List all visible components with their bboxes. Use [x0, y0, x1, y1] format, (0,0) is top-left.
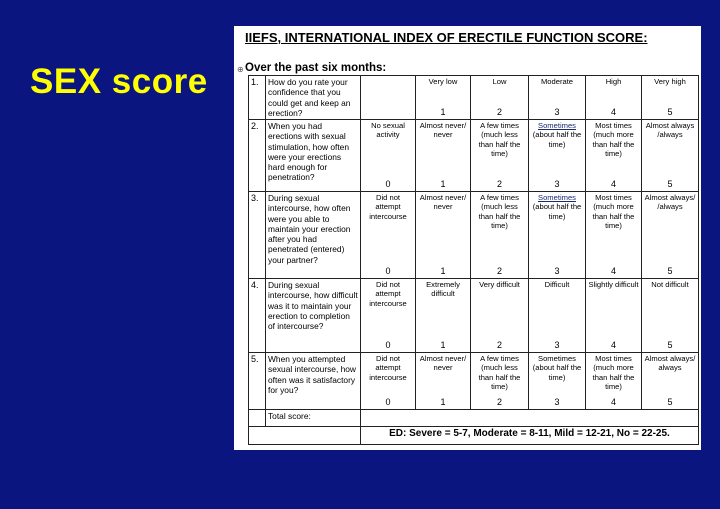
form-subtitle: Over the past six months: [245, 62, 387, 74]
answer-score: 4 [610, 266, 616, 277]
answer-option-cell[interactable] [642, 279, 699, 353]
question-text: How do you rate your confidence that you could get and keep an erection? [266, 76, 361, 120]
answer-score: 1 [440, 107, 446, 118]
answer-score: 0 [385, 340, 391, 351]
slide-title: SEX score [30, 62, 208, 101]
answer-option-label: Low [492, 77, 507, 86]
answer-option-cell[interactable] [586, 120, 642, 192]
question-number: 1. [249, 76, 266, 120]
answer-score: 2 [496, 340, 502, 351]
answer-option-cell[interactable] [529, 76, 586, 120]
answer-option-label: Most times (much more than half the time) [592, 121, 635, 158]
form-title: IIEFS, INTERNATIONAL INDEX OF ERECTILE FUNCTION SCORE: [245, 30, 648, 45]
answer-score: 2 [496, 397, 502, 408]
answer-score: 4 [610, 340, 616, 351]
answer-option-label: Most times (much more than half the time) [592, 354, 635, 391]
answer-score: 0 [385, 266, 391, 277]
answer-option-label: Almost always/ /always [644, 193, 696, 212]
answer-score: 0 [385, 397, 391, 408]
answer-option-label: Did not attempt intercourse [369, 193, 407, 221]
answer-option-cell[interactable] [529, 279, 586, 353]
question-row [249, 120, 699, 192]
answer-option-label: High [605, 77, 622, 86]
answer-option-cell[interactable] [471, 279, 529, 353]
total-num-cell [249, 410, 266, 427]
answer-option-label: Slightly difficult [588, 280, 639, 289]
question-row [249, 279, 699, 353]
answer-option-cell[interactable] [416, 120, 471, 192]
answer-score: 4 [610, 397, 616, 408]
question-row [249, 192, 699, 279]
answer-score: 3 [554, 107, 560, 118]
question-number: 5. [249, 353, 266, 410]
answer-score: 5 [667, 397, 673, 408]
answer-score: 3 [554, 179, 560, 190]
answer-option-cell[interactable] [642, 192, 699, 279]
answer-option-cell[interactable] [471, 120, 529, 192]
answer-option-label: Most times (much more than half the time) [592, 193, 635, 230]
answer-option-cell[interactable] [361, 120, 416, 192]
answer-score: 5 [667, 179, 673, 190]
answer-option-cell[interactable] [471, 192, 529, 279]
answer-option-label: A few times (much less than half the time) [478, 121, 521, 158]
answer-score: 2 [496, 266, 502, 277]
answer-score: 1 [440, 266, 446, 277]
answer-option-cell[interactable] [416, 353, 471, 410]
answer-option-cell[interactable] [529, 192, 586, 279]
answer-option-label: Very high [654, 77, 686, 86]
answer-score: 1 [440, 397, 446, 408]
questionnaire-table [248, 75, 699, 445]
answer-option-cell[interactable] [586, 279, 642, 353]
answer-score: 3 [554, 397, 560, 408]
answer-option-label: Very low [428, 77, 458, 86]
answer-option-cell[interactable] [642, 120, 699, 192]
answer-option-label: A few times (much less than half the time) [478, 193, 521, 230]
iiefs-form [234, 26, 701, 450]
answer-score: 4 [610, 107, 616, 118]
answer-option-cell[interactable] [529, 353, 586, 410]
total-label: Total score: [266, 410, 361, 427]
answer-option-cell[interactable] [361, 76, 416, 120]
answer-score: 2 [496, 107, 502, 118]
answer-option-label: Almost always /always [645, 121, 695, 140]
answer-score: 3 [554, 340, 560, 351]
answer-score: 0 [385, 179, 391, 190]
answer-option-cell[interactable] [642, 76, 699, 120]
answer-score: 5 [667, 266, 673, 277]
answer-score: 2 [496, 179, 502, 190]
answer-option-label-underlined: Sometimes [538, 193, 576, 202]
answer-option-cell[interactable] [529, 120, 586, 192]
answer-option-label: Almost never/ never [419, 193, 467, 212]
answer-score: 1 [440, 179, 446, 190]
answer-option-label: Extremely difficult [426, 280, 460, 299]
answer-option-label: Almost never/ never [419, 121, 467, 140]
question-number: 4. [249, 279, 266, 353]
question-text: When you attempted sexual intercourse, how often was it satisfactory for you? [266, 353, 361, 410]
ed-legend: ED: Severe = 5-7, Moderate = 8-11, Mild = 12-21, No = 22-25. [361, 427, 699, 445]
question-row [249, 353, 699, 410]
answer-option-label: Sometimes (about half the time) [532, 354, 582, 382]
answer-score: 3 [554, 266, 560, 277]
answer-option-cell[interactable] [586, 353, 642, 410]
answer-option-label: Did not attempt intercourse [369, 280, 407, 308]
answer-option-label: Moderate [540, 77, 574, 86]
answer-score: 1 [440, 340, 446, 351]
question-text: When you had erections with sexual stimulation, how often were your erections hard enough for penetration? [266, 120, 361, 192]
total-row [249, 410, 699, 427]
answer-option-label: Did not attempt intercourse [369, 354, 407, 382]
answer-score: 5 [667, 340, 673, 351]
answer-score: 5 [667, 107, 673, 118]
answer-option-label: Almost never/ never [419, 354, 467, 373]
answer-option-cell[interactable] [471, 353, 529, 410]
question-text: During sexual intercourse, how often were you able to maintain your erection after you had penetrated (entered) your partner? [266, 192, 361, 279]
answer-option-cell[interactable] [416, 76, 471, 120]
question-number: 3. [249, 192, 266, 279]
answer-option-cell[interactable] [361, 192, 416, 279]
ed-legend-row [249, 427, 699, 445]
answer-option-cell[interactable] [642, 353, 699, 410]
question-row [249, 76, 699, 120]
answer-option-label-underlined: Sometimes [538, 121, 576, 130]
answer-option-label: A few times (much less than half the time) [478, 354, 521, 391]
answer-option-cell[interactable] [361, 353, 416, 410]
answer-option-cell[interactable] [416, 192, 471, 279]
question-text: During sexual intercourse, how difficult was it to maintain your erection to completion of intercourse? [266, 279, 361, 353]
answer-option-label: Very difficult [479, 280, 520, 289]
answer-option-cell[interactable] [416, 279, 471, 353]
answer-option-label: Almost always/ always [644, 354, 696, 373]
answer-option-label: Difficult [544, 280, 570, 289]
move-handle-icon: ⊕ [237, 65, 244, 74]
answer-option-label: No sexual activity [371, 121, 405, 140]
answer-option-label: (about half the time) [532, 202, 582, 221]
answer-option-cell[interactable] [586, 192, 642, 279]
answer-option-cell[interactable] [471, 76, 529, 120]
total-value-cell [361, 410, 699, 427]
answer-option-cell[interactable] [586, 76, 642, 120]
question-number: 2. [249, 120, 266, 192]
ed-legend-blank [249, 427, 361, 445]
answer-option-label: Not difficult [651, 280, 689, 289]
answer-score: 4 [610, 179, 616, 190]
answer-option-label: (about half the time) [532, 130, 582, 149]
answer-option-cell[interactable] [361, 279, 416, 353]
